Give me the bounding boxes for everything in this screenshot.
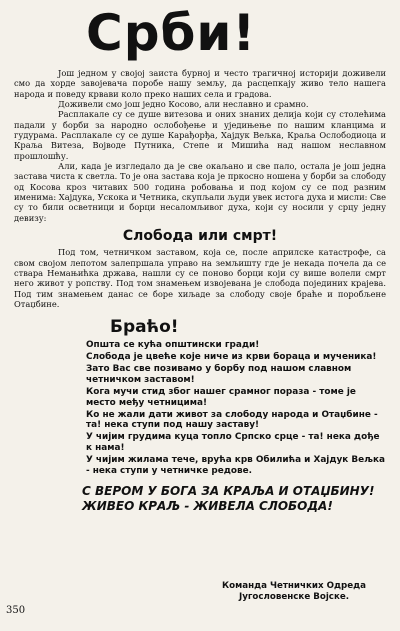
- call-list: [14, 340, 386, 476]
- call-item: Општа се кућа општински гради!: [86, 340, 260, 351]
- call-item: Кога мучи стид због нашег срамног пораза - томе је место међу четницима!: [86, 387, 356, 408]
- appeal-heading: Браћо!: [110, 317, 179, 338]
- slogan: Слобода или смрт!: [122, 228, 278, 245]
- paragraph-2: Доживели смо још једно Косово, али неславно и срамно.: [58, 99, 309, 110]
- motto-line-1: С ВЕРОМ У БОГА ЗА КРАЉА И ОТАЏБИНУ!: [82, 484, 375, 499]
- page-title: Срби!: [86, 4, 257, 62]
- call-item: Слобода је цвеће које ниче из крви бораца и мученика!: [86, 352, 377, 363]
- call-item: Зато Вас све позивамо у борбу под нашом славном четничком заставом!: [86, 364, 352, 385]
- signature-line-1: Команда Четничких Одреда: [222, 581, 366, 591]
- signature-line-2: Југословенске Војске.: [239, 592, 350, 602]
- call-item: У чијим грудима куца топло Српско срце - та! нека дође к нама!: [86, 432, 380, 454]
- call-item: Ко не жали дати живот за слободу народа и Отаџбине - та! нека ступи под нашу заставу!: [86, 409, 378, 431]
- paragraph-3: Расплакале су се душе витезова и оних знаних делија који су столећима падали у борби за народно ослобођење и уједињење по нашим кланцима и гудурама. Расплакале су се душе Карађорђа, Хајдук Вељка, Краља Ослободиоца и Краља Витеза, Војводе Путника, Степе и Мишића над нашом неславном прошлошћу.: [14, 109, 386, 161]
- call-item: У чијим жилама тече, врућа крв Обилића и Хајдук Вељка - нека ступи у четничке редове.: [86, 455, 386, 476]
- motto-line-2: ЖИВЕО КРАЉ - ЖИВЕЛА СЛОБОДА!: [82, 499, 333, 514]
- paragraph-4: Али, када је изгледало да је све окаљано и све пало, остала је још једна застава чиста к светла. То је она застава која је пркосно ношена у борби за слободу од Косова кроз читавих 500 година робовања и под којом су се под разним именима: Хајдука, Ускока и Четника, скупљали људи увек истога духа и мисли: Све су то били осветници и борци несаломљивог духа, који су носили у срцу једну девизу:: [14, 161, 386, 223]
- signature: [222, 581, 366, 603]
- motto: [82, 484, 386, 514]
- paragraph-5: Под том, четничком заставом, која се, после априлске катастрофе, са свом својом лепотом залепршала управо на земљишту где је некада почела да се ствара Немањићка држава, нашли су се поново борци који су више волели смрт него живот у ропству. Под том знамењем извојевана је слобода појединих крајева. Под тим знамењем данас се боре хиљаде за слободу своје браће и поробљене Отаџбине.: [14, 247, 386, 309]
- paragraph-1: Још једном у својој заиста бурној и често трагичној историји доживели смо да хорде завојевача поробе нашу земљу, да расцепкају живо тело нашега народа и поведу крвави коло преко наших села и градова.: [14, 68, 386, 99]
- page-number: 350: [6, 605, 26, 616]
